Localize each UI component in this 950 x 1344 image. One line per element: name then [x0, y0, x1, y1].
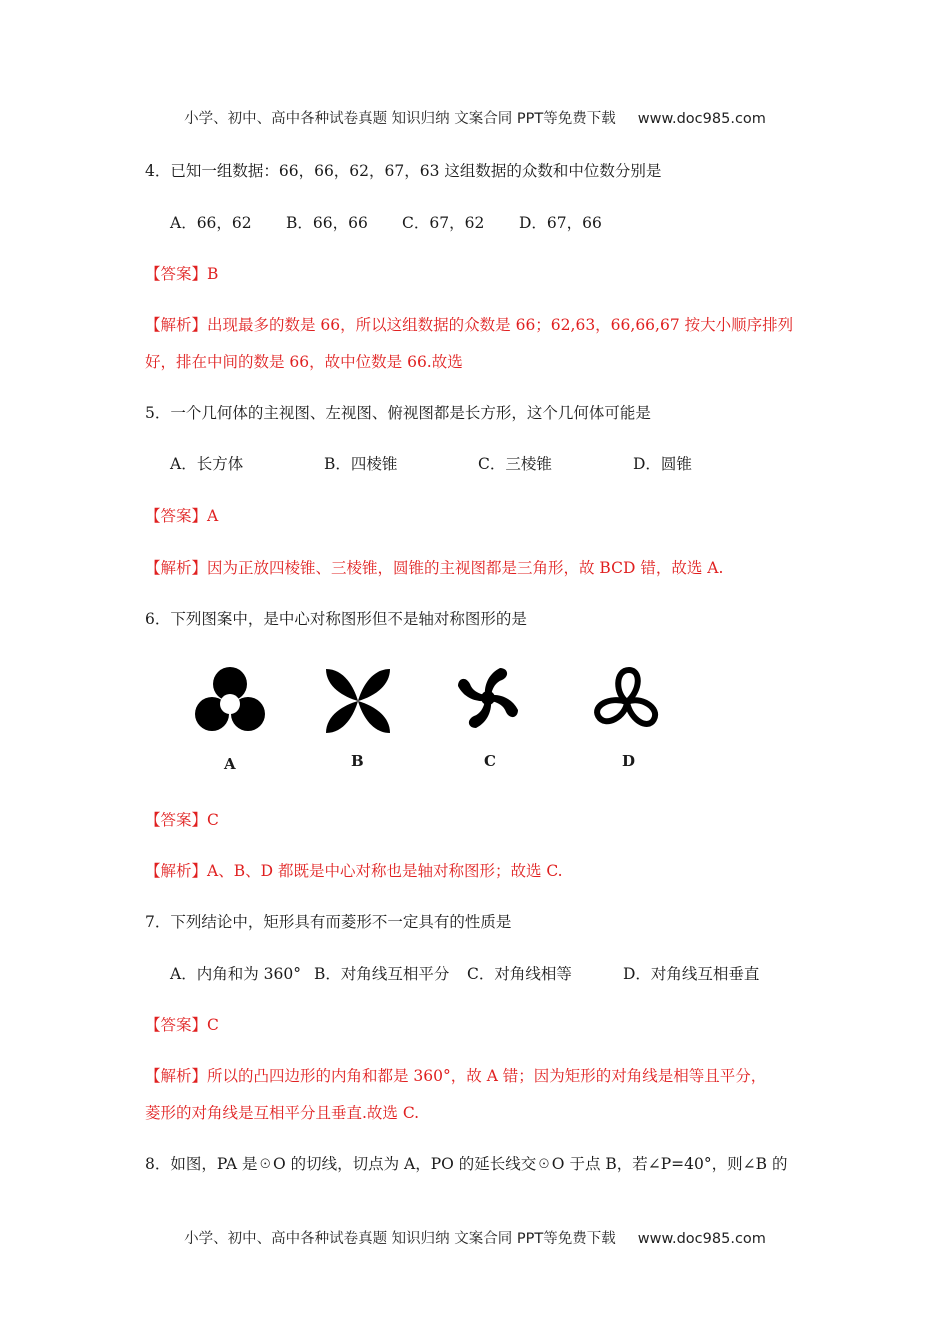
figure-d-label: D — [622, 752, 636, 770]
q4-option-c: C．67，62 — [402, 214, 485, 232]
q4-answer: 【答案】B — [145, 265, 219, 283]
q5-option-c: C．三棱锥 — [478, 455, 552, 473]
q7-analysis-line-1: 【解析】所以的凸四边形的内角和都是 360°，故 A 错；因为矩形的对角线是相等且平分， — [145, 1067, 767, 1085]
q7-option-c: C．对角线相等 — [467, 965, 572, 983]
q5-answer: 【答案】A — [145, 507, 219, 525]
q7-option-d: D．对角线互相垂直 — [623, 965, 760, 983]
header-site-link[interactable]: www.doc985.com — [637, 111, 766, 127]
page-footer — [0, 1227, 950, 1248]
q5-option-b: B．四棱锥 — [324, 455, 398, 473]
figure-c-label: C — [484, 752, 496, 770]
q5-stem: 5．一个几何体的主视图、左视图、俯视图都是长方形，这个几何体可能是 — [145, 404, 651, 422]
q4-analysis-line-2: 好，排在中间的数是 66，故中位数是 66.故选 — [145, 353, 463, 371]
figure-b-four-petal-image — [322, 665, 394, 737]
figure-a-trefoil-image — [190, 662, 270, 742]
q7-stem: 7．下列结论中，矩形具有而菱形不一定具有的性质是 — [145, 913, 512, 931]
q7-analysis-line-2: 菱形的对角线是互相平分且垂直.故选 C. — [145, 1104, 420, 1122]
q5-option-a: A．长方体 — [170, 455, 244, 473]
q7-option-b: B．对角线互相平分 — [314, 965, 450, 983]
q6-answer: 【答案】C — [145, 811, 219, 829]
q7-option-a: A．内角和为 360° — [170, 965, 301, 983]
footer-site-link[interactable]: www.doc985.com — [637, 1231, 766, 1247]
q6-stem: 6．下列图案中，是中心对称图形但不是轴对称图形的是 — [145, 610, 527, 628]
q4-option-a: A．66，62 — [170, 214, 252, 232]
q7-answer: 【答案】C — [145, 1016, 219, 1034]
figure-b-label: B — [351, 752, 364, 770]
figure-d-three-loop-image — [586, 662, 668, 740]
page-header — [0, 107, 950, 128]
q5-option-d: D．圆锥 — [633, 455, 692, 473]
q4-stem: 4．已知一组数据：66，66，62，67，63 这组数据的众数和中位数分别是 — [145, 162, 662, 180]
header-text: 小学、初中、高中各种试卷真题 知识归纳 文案合同 PPT等免费下载 — [184, 111, 616, 127]
q4-option-b: B．66，66 — [286, 214, 368, 232]
q4-analysis-line-1: 【解析】出现最多的数是 66，所以这组数据的众数是 66；62,63，66,66,67 按大小顺序排列 — [145, 316, 794, 334]
q8-stem: 8．如图，PA 是☉O 的切线，切点为 A，PO 的延长线交☉O 于点 B，若∠P=40°，则∠B 的 — [145, 1155, 788, 1173]
q6-analysis-line-1: 【解析】A、B、D 都既是中心对称也是轴对称图形；故选 C. — [145, 862, 563, 880]
figure-c-pinwheel-image — [448, 658, 528, 738]
q4-option-d: D．67，66 — [519, 214, 602, 232]
q5-analysis-line-1: 【解析】因为正放四棱锥、三棱锥，圆锥的主视图都是三角形，故 BCD 错，故选 A. — [145, 559, 724, 577]
footer-text: 小学、初中、高中各种试卷真题 知识归纳 文案合同 PPT等免费下载 — [184, 1231, 616, 1247]
figure-a-label: A — [224, 755, 236, 773]
